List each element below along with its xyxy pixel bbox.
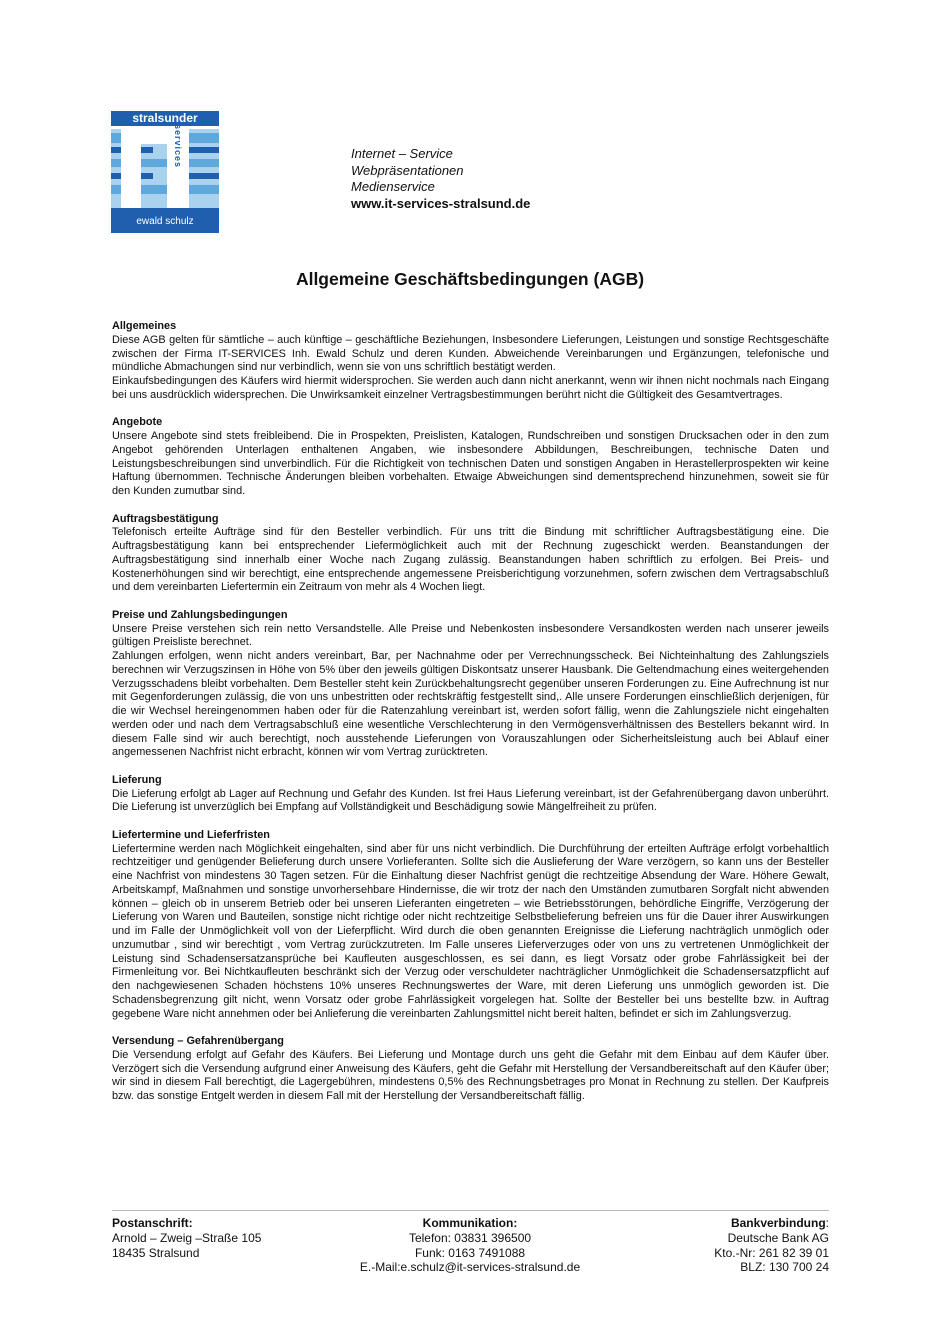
communication-label: Kommunikation: [422,1216,518,1230]
section-paragraph: Telefonisch erteilte Aufträge sind für den Besteller verbindlich. Für uns tritt die Bindung mit schriftlicher Auftragsbestätigung eine. Die Auftragsbestätigung kann bei entsprechender Liefermöglichkeit auch mit der Rechnung zugeschickt werden. Beanstandungen der Auftragsbestätigung sind innerhalb einer Woche nach Zugang zulässig. Beanstandungen haben schriftlich zu erfolgen. Bei Preis- und Kostenerhöhungen sind wir berechtigt, eine entsprechende angemessene Preisberichtigung vorzunehmen, sofern zwischen dem Vertragsabschluß und dem vereinbarten Liefertermin ein Zeitraum von mehr als 4 Wochen liegt. [112,526,829,594]
document-title: Allgemeine Geschäftsbedingungen (AGB) [295,269,645,289]
logo-graphic [111,111,219,233]
bank-name: Deutsche Bank AG [727,1230,829,1245]
company-info [351,146,530,212]
footer-postal [112,1216,261,1260]
section-liefertermine [112,829,829,1022]
section-paragraph: Liefertermine werden nach Möglichkeit eingehalten, sind aber für uns nicht verbindlich. Die Durchführung der erteilten Aufträge erfolgt vorbehaltlich rechtzeitiger und genügender Belieferung durch unsere Vorlieferanten. Sollte sich die Auslieferung der Ware verzögern, so kann uns der Besteller eine Nachfrist von mindestens 30 Tagen setzen. Für die Einhaltung dieser Nachfrist genügt die rechtzeitige Absendung der Ware. Höhere Gewalt, Arbeitskampf, Maßnahmen und sonstige unvorhersehbare Hindernisse, die wir trotz der nach den Umständen zumutbaren Sorgfalt nicht abwenden können – gleich ob in unserem Betrieb oder bei unseren Lieferanten eingetreten – wie Betriebsstörungen, behördliche Eingriffe, Verzögerung der Lieferung von Waren und Bauteilen, sonstige nicht richtige oder nicht rechtzeitige Selbstbelieferung befreien uns für die Dauer ihrer Auswirkungen und im Falle der Unmöglichkeit voll von der Lieferpflicht. Wird durch die oben genannten Ereignisse die Lieferung nachträglich unmöglich oder unzumutbar , sind wir berechtigt , vom Vertrag zurückzutreten. Im Falle unseres Lieferverzuges oder von uns zu vertretenen Unmöglichkeit der Leistung sind Schadensersatzansprüche bei Kaufleuten ausgeschlossen, es sei dann, es liegt Vorsatz oder grobe Fahrlässigkeit bei der Firmenleitung vor. Bei Nichtkaufleuten beschränkt sich der Verzug oder verschuldeter nachträglicher Unmöglichkeit die Schadensersatzpflicht auf den nachgewiesenen Schaden höchstens 10% unseres Rechnungswertes der Ware, mit deren Lieferung uns unmöglich geworden ist. Die Schadensbegrenzung gilt nicht, wenn Vorsatz oder grobe Fahrlässigkeit vorgelegen hat. Sollte der Besteller bei uns bestellte bzw. in Auftrag gegebene Ware nicht annehmen oder bei Anlieferung die vereinbarten Zahlungsmittel nicht bereit halten, befindet er sich im Zahlungsverzug. [112,842,829,1020]
postal-label: Postanschrift: [112,1216,193,1230]
bank-label-colon: : [825,1216,829,1230]
bank-label: Bankverbindung [730,1216,826,1230]
section-paragraph: Unsere Preise verstehen sich rein netto Versandstelle. Alle Preise und Nebenkosten insbesondere Versandkosten werden nach unserer jeweils gültigen Preisliste berechnet. [112,622,829,649]
section-paragraph: Unsere Angebote sind stets freibleibend. Die in Prospekten, Preislisten, Katalogen, Rundschreiben und sonstigen Drucksachen oder in den zum Angebot gehörenden Unterlagen enthaltenen Angaben, wie insbesondere Abbildungen, Beschreibungen, technische Daten und Leistungsbeschreibungen sind unverbindlich. Für die Richtigkeit von technischen Daten und sonstigen Angaben in Herastellerprospekten wir keine Haftung übernommen. Technische Änderungen bleiben vorbehalten. Etwaige Abweichungen sind dementsprechend hinzunehmen, soweit sie für den Kunden zumutbar sind. [112,430,829,497]
section-preise [112,609,829,760]
logo-top-text: stralsunder [132,111,198,125]
footer-bank [629,1216,829,1275]
website-link[interactable]: www.it-services-stralsund.de [351,195,531,211]
terms-body [112,320,829,1118]
logo-bottom-text: ewald schulz [136,216,194,227]
section-paragraph: Einkaufsbedingungen des Käufers wird hiermit widersprochen. Sie werden auch dann nicht anerkannt, wenn wir ihnen nicht nochmals nach Eingang bei uns ausdrücklich widersprechen. Die Unwirksamkeit einzelner Vertragsbestimmungen berührt nicht die Gültigkeit des Gesamtvertrages. [112,375,829,401]
section-paragraph: Die Versendung erfolgt auf Gefahr des Käufers. Bei Lieferung und Montage durch uns geht die Gefahr mit dem Einbau auf dem Käufer über. Verzögert sich die Versendung aufgrund einer Anweisung des Käufers, geht die Gefahr mit Herstellung der Versandbereitschaft auf den Käufer über; wir sind in diesem Fall berechtigt, die Lagergebühren, mindestens 0,5% des Rechnungsbetrages pro Monat in Rechnung zu stellen. Der Kaufpreis bzw. das sonstige Entgelt werden in diesem Fall mit der Herstellung der Versandbereitschaft fällig. [112,1048,829,1102]
section-heading: Preise und Zahlungsbedingungen [112,608,288,621]
section-allgemeines [112,320,829,403]
section-versendung [112,1035,829,1104]
postal-street: Arnold – Zweig –Straße 105 [112,1230,262,1245]
phone-number: Telefon: 03831 396500 [408,1230,532,1245]
section-heading: Auftragsbestätigung [112,512,219,525]
footer-divider [112,1210,829,1211]
mobile-number: Funk: 0163 7491088 [414,1245,526,1260]
footer-communication [320,1216,620,1275]
section-heading: Versendung – Gefahrenübergang [112,1035,284,1047]
company-logo [111,111,219,233]
postal-city: 18435 Stralsund [112,1245,200,1260]
tagline-web: Webpräsentationen [351,162,464,178]
section-heading: Allgemeines [112,320,177,332]
section-paragraph: Zahlungen erfolgen, wenn nicht anders vereinbart, Bar, per Nachnahme oder per Verrechnungsscheck. Bei Nichteinhaltung des Zahlungsziels berechnen wir Verzugszinsen in Höhe von 5% über den jeweils gültigen Diskontsatz unserer Hausbank. Die Geltendmachung eines weitergehenden Verzugsschadens bleibt vorbehalten. Dem Besteller steht kein Zurückbehaltungsrecht gegenüber unseren Forderungen zu. Eine Aufrechnung ist nur mit Gegenforderungen zulässig, die von uns unbestritten oder rechtskräftig festgestellt sind,. Alle unsere Forderungen einschließlich derjenigen, für die wir Wechsel hereingenommen haben oder für die Ratenzahlung vereinbart ist, werden sofort fällig, wenn die Zahlungsziele nicht eingehalten werden oder und nach dem Vertragsabschluß eine wesentliche Verschlechterung in den Vermögensverhältnissen des Bestellers bekannt wird. In diesem Falle sind wir auch berechtigt, noch ausstehende Lieferungen von Vorauszahlungen oder Sicherheitsleistung auch bei Ablauf einer angemessenen Nachfrist nicht erbracht, können wir vom Vertrag zurücktreten. [112,650,829,759]
section-paragraph: Die Lieferung erfolgt ab Lager auf Rechnung und Gefahr des Kunden. Ist frei Haus Lieferung vereinbart, ist der Gefahrenübergang davon unberührt. Die Lieferung ist unverzüglich bei Empfang auf Vollständigkeit und Beschädigung sowie Mängelfreiheit zu prüfen. [112,787,829,814]
section-heading: Angebote [112,416,163,429]
section-lieferung [112,774,829,815]
section-heading: Lieferung [112,773,162,786]
bank-code: BLZ: 130 700 24 [740,1260,829,1275]
logo-vertical-text: services [173,124,183,169]
tagline-media: Medienservice [351,179,435,194]
tagline-internet: Internet – Service [351,146,453,161]
email-address[interactable]: E.-Mail:e.schulz@it-services-stralsund.de [359,1260,581,1275]
section-angebote [112,416,829,499]
bank-account: Kto.-Nr: 261 82 39 01 [714,1245,829,1260]
section-auftragsbestaetigung [112,513,829,596]
section-paragraph: Diese AGB gelten für sämtliche – auch künftige – geschäftliche Beziehungen, Insbesondere Lieferungen, Leistungen und sonstige Rechtsgeschäfte zwischen der Firma IT-SERVICES Inh. Ewald Schulz und deren Kunden. Abweichende Vereinbarungen und Ergänzungen, telefonische und mündliche Abmachungen sind nur verbindlich, wenn sie von uns schriftlich bestätigt werden. [112,333,829,374]
section-heading: Liefertermine und Lieferfristen [112,828,270,841]
